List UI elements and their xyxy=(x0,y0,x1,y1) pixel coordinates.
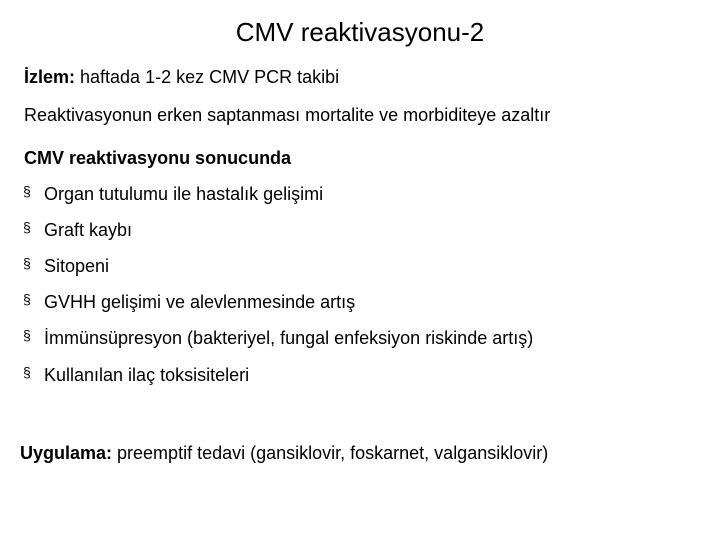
bullet-text: İmmünsüpresyon (bakteriyel, fungal enfeksiyon riskinde artış) xyxy=(44,328,534,348)
reaktivasyon-note: Reaktivasyonun erken saptanması mortalite ve morbiditeye azaltır xyxy=(24,105,551,125)
bullet-icon xyxy=(24,190,31,199)
bullet-icon xyxy=(24,334,31,343)
bullet-item xyxy=(24,327,533,349)
bullet-item xyxy=(24,183,323,205)
izlem-text: haftada 1-2 kez CMV PCR takibi xyxy=(75,67,340,87)
bullet-icon xyxy=(24,262,31,271)
bullet-item xyxy=(24,255,109,277)
bullet-item xyxy=(24,364,249,386)
bullet-text: Graft kaybı xyxy=(44,220,133,240)
bullet-text: Kullanılan ilaç toksisiteleri xyxy=(44,365,250,385)
bullet-item xyxy=(24,291,355,313)
section-heading: CMV reaktivasyonu sonucunda xyxy=(24,148,292,168)
izlem-line xyxy=(24,66,339,88)
uygulama-text: preemptif tedavi (gansiklovir, foskarnet, valgansiklovir) xyxy=(112,443,549,463)
izlem-label: İzlem: xyxy=(24,67,76,87)
bullet-item xyxy=(24,219,132,241)
bullet-text: Organ tutulumu ile hastalık gelişimi xyxy=(44,184,324,204)
bullet-icon xyxy=(24,371,31,380)
bullet-text: Sitopeni xyxy=(44,256,110,276)
slide-title: CMV reaktivasyonu-2 xyxy=(235,17,485,47)
bullet-text: GVHH gelişimi ve alevlenmesinde artış xyxy=(44,292,356,312)
bullet-icon xyxy=(24,226,31,235)
bullet-icon xyxy=(24,298,31,307)
uygulama-label: Uygulama: xyxy=(20,443,113,463)
uygulama-line xyxy=(20,442,548,464)
